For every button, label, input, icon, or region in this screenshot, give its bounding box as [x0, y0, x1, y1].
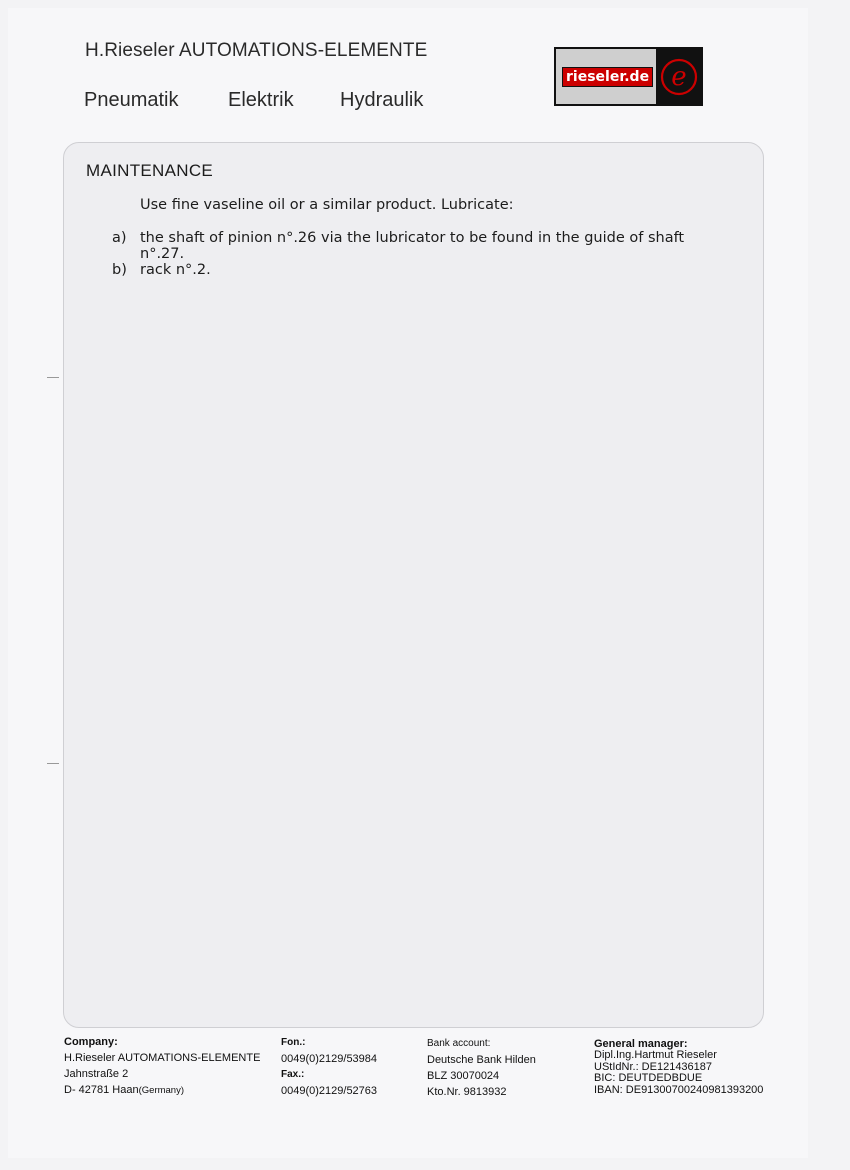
footer-manager — [594, 1038, 763, 1096]
section-title: MAINTENANCE — [86, 161, 214, 180]
company-logo — [554, 47, 703, 106]
footer-company-label: Company: — [64, 1036, 118, 1048]
footer-kto: Kto.Nr. 9813932 — [427, 1086, 507, 1098]
division-pneumatik: Pneumatik — [84, 89, 179, 111]
list-item-line: rack n°.2. — [140, 262, 211, 278]
list-marker: b) — [112, 262, 127, 278]
footer-bic: BIC: DEUTDEDBDUE — [594, 1072, 703, 1084]
footer-bank-label: Bank account: — [427, 1038, 491, 1049]
footer-manager-label: General manager: — [594, 1038, 688, 1050]
footer-bank-name: Deutsche Bank Hilden — [427, 1054, 536, 1066]
list-marker: a) — [112, 230, 127, 246]
footer-phone — [281, 1035, 377, 1099]
intro-text: Use fine vaseline oil or a similar product. Lubricate: — [140, 197, 514, 213]
footer-fax-label: Fax.: — [281, 1069, 305, 1080]
division-elektrik: Elektrik — [228, 89, 294, 111]
footer-iban: IBAN: DE91300700240981393200 — [594, 1084, 764, 1096]
footer-street: Jahnstraße 2 — [64, 1068, 129, 1080]
punch-mark — [47, 763, 59, 764]
division-hydraulik: Hydraulik — [340, 89, 424, 111]
footer-manager-name: Dipl.Ing.Hartmut Rieseler — [594, 1049, 717, 1061]
footer-fon-label: Fon.: — [281, 1037, 306, 1048]
list-item-line: the shaft of pinion n°.26 via the lubricator to be found in the guide of shaft — [140, 230, 685, 246]
list-item-line: n°.27. — [140, 246, 185, 262]
company-title: H.Rieseler AUTOMATIONS-ELEMENTE — [85, 40, 428, 61]
list-item-text — [140, 230, 740, 262]
footer-bank — [427, 1036, 536, 1100]
logo-letter: e — [670, 61, 687, 92]
footer-ustid: UStIdNr.: DE121436187 — [594, 1061, 713, 1073]
footer-city: D- 42781 Haan — [64, 1084, 139, 1096]
footer-blz: BLZ 30070024 — [427, 1070, 500, 1082]
logo-e-icon — [656, 49, 701, 104]
footer-company — [64, 1034, 260, 1099]
content-panel — [63, 142, 764, 1028]
punch-mark — [47, 377, 59, 378]
footer-company-name: H.Rieseler AUTOMATIONS-ELEMENTE — [64, 1052, 261, 1064]
logo-text: rieseler.de — [562, 67, 653, 87]
footer-fon: 0049(0)2129/53984 — [281, 1053, 378, 1065]
footer-fax: 0049(0)2129/52763 — [281, 1085, 378, 1097]
list-item-text — [140, 262, 740, 278]
footer-country: (Germany) — [138, 1085, 185, 1096]
